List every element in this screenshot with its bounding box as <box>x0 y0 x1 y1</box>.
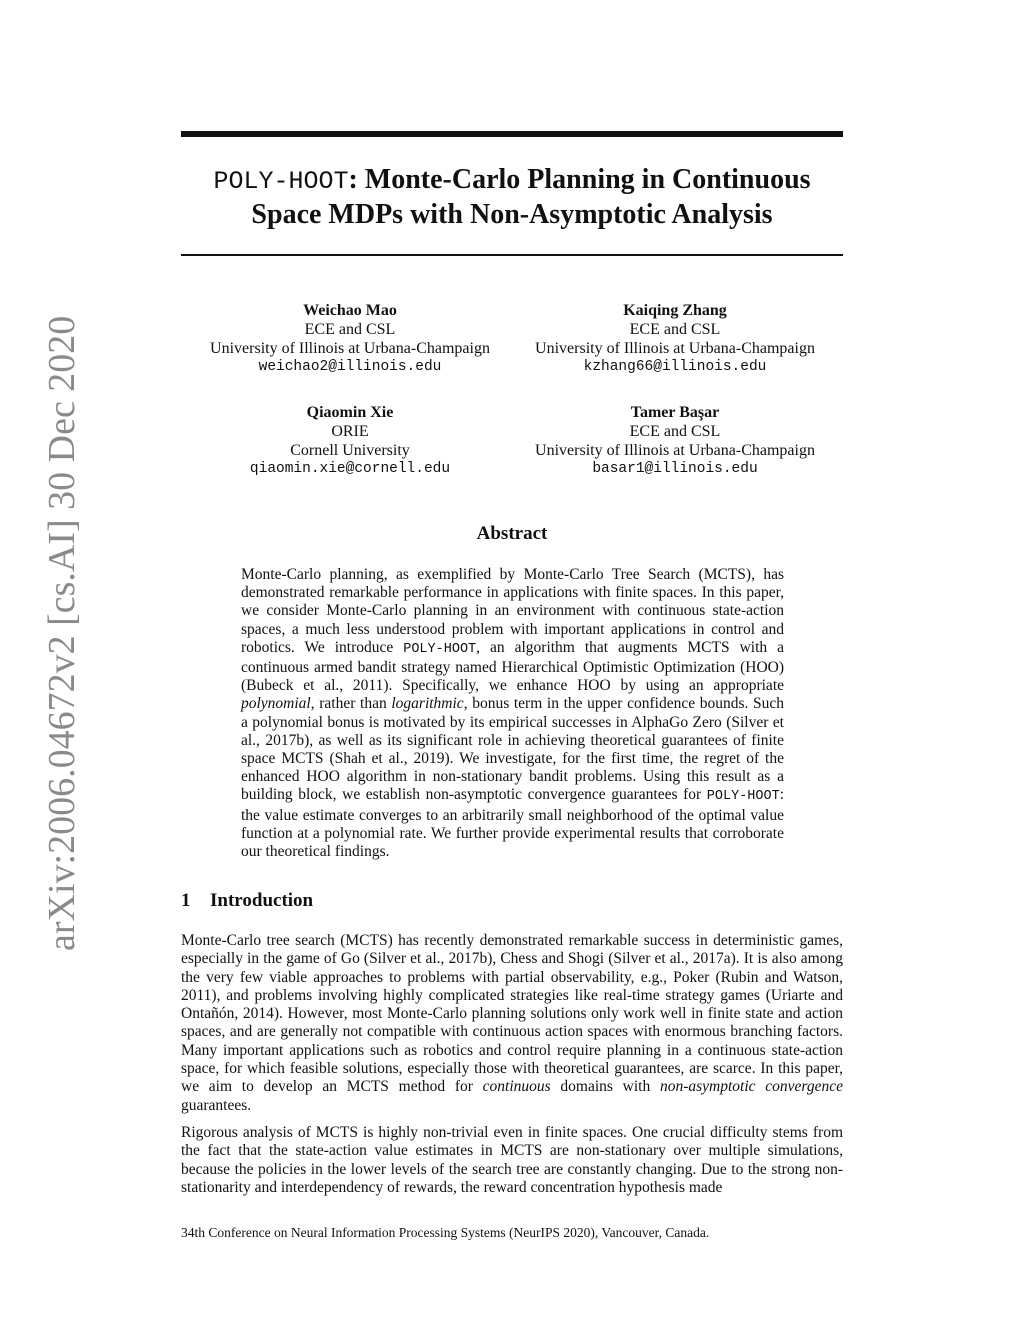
author-name: Qiaomin Xie <box>306 404 394 421</box>
emphasis: polynomial <box>241 695 311 713</box>
abstract-heading: Abstract <box>476 523 548 544</box>
title-bottom-rule <box>181 254 843 256</box>
emphasis: logarithmic <box>391 695 464 713</box>
method-name: POLY-HOOT <box>403 641 477 657</box>
intro-paragraph-1 <box>181 932 843 1115</box>
section-heading-introduction <box>181 890 313 912</box>
abstract-text-segment: , bonus term in the upper confidence bounds. Such a polynomial bonus is motivated by its empirical successes in AlphaGo Zero (Silver et al., 2017b), as well as its significant role in achieving theoretical guarantees of finite space MCTS (Shah et al., 2019). We investigate, for the first time, the regret of the enhanced HOO algorithm in non-stationary bandit problems. Using this result as a building block, we establish non-asymptotic convergence guarantees for <box>241 695 784 804</box>
author-dept: ECE and CSL <box>629 423 721 440</box>
author-email[interactable]: basar1@illinois.edu <box>592 461 758 477</box>
author-dept: ECE and CSL <box>304 321 396 338</box>
author-email[interactable]: qiaomin.xie@cornell.edu <box>249 461 451 477</box>
section-number: 1 <box>181 890 191 911</box>
author-block <box>185 403 515 479</box>
author-affiliation: University of Illinois at Urbana-Champaign <box>535 340 815 357</box>
arxiv-identifier: arXiv:2006.04672v2 [cs.AI] 30 Dec 2020 <box>41 315 83 951</box>
paragraph-text: Monte-Carlo tree search (MCTS) has recently demonstrated remarkable success in deterministic games, especially in the game of Go (Silver et al., 2017b), Chess and Shogi (Silver et al., 2017a). It is also among the very few viable approaches to problems with partial observability, e.g., Poker (Rubin and Watson, 2011), and problems involving highly complicated strategies like real-time strategy games (Uriarte and Ontañón, 2014). However, most Monte-Carlo planning solutions only work well in finite state and action spaces, and are generally not compatible with continuous action spaces with enormous branching factors. Many important applications such as robotics and control require planning in a continuous state-action space, for which feasible solutions, especially those with theoretical guarantees, are scarce. In this paper, we aim to develop an MCTS method for <box>181 932 843 1096</box>
author-block <box>510 301 840 377</box>
author-dept: ECE and CSL <box>629 321 721 338</box>
author-name: Kaiqing Zhang <box>623 302 727 319</box>
conference-footnote: 34th Conference on Neural Information Processing Systems (NeurIPS 2020), Vancouver, Canada. <box>181 1225 710 1240</box>
abstract-body <box>241 566 784 861</box>
title-method-name: POLY-HOOT <box>213 167 349 196</box>
author-affiliation: University of Illinois at Urbana-Champaign <box>535 442 815 459</box>
abstract-text-segment: : the value estimate converges to an arbitrarily small neighborhood of the optimal value function at a polynomial rate. We further provide experimental results that corroborate our theoretical findings. <box>241 786 784 861</box>
emphasis: non-asymptotic convergence <box>659 1078 843 1096</box>
method-name: POLY-HOOT <box>706 789 780 805</box>
emphasis: continuous <box>482 1078 551 1096</box>
paragraph-text: guarantees. <box>181 1096 252 1114</box>
author-email[interactable]: weichao2@illinois.edu <box>258 359 442 375</box>
author-affiliation: University of Illinois at Urbana-Champaign <box>210 340 490 357</box>
title-line2: Space MDPs with Non-Asymptotic Analysis <box>251 199 773 230</box>
paper-title <box>181 163 843 231</box>
author-name: Weichao Mao <box>303 302 397 319</box>
intro-paragraph-2: Rigorous analysis of MCTS is highly non-trivial even in finite spaces. One crucial difficulty stems from the fact that the state-action value estimates in MCTS are non-stationary over multiple simulations, because the policies in the lower levels of the search tree are constantly changing. Due to the strong non-stationarity and interdependency of rewards, the reward concentration hypothesis made <box>181 1124 843 1196</box>
title-line1: : Monte-Carlo Planning in Continuous <box>348 164 811 195</box>
author-block <box>510 403 840 479</box>
author-block <box>185 301 515 377</box>
title-top-rule <box>181 131 843 137</box>
author-email[interactable]: kzhang66@illinois.edu <box>583 359 767 375</box>
abstract-text-segment: Monte-Carlo planning, as exemplified by Monte-Carlo Tree Search (MCTS), has demonstrated remarkable performance in applications with finite spaces. In this paper, we consider Monte-Carlo planning in an environment with continuous state-action spaces, a much less understood problem with important applications in control and robotics. We introduce <box>241 566 784 656</box>
author-dept: ORIE <box>331 423 369 440</box>
author-name: Tamer Başar <box>630 404 720 421</box>
section-title: Introduction <box>210 890 314 911</box>
abstract-text-segment: , an algorithm that augments MCTS with a continuous armed bandit strategy named Hierarchical Optimistic Optimization (HOO) (Bubeck et al., 2011). Specifically, we enhance HOO by using an appropriate <box>241 638 784 695</box>
author-affiliation: Cornell University <box>290 442 410 459</box>
paragraph-text: domains with <box>550 1078 660 1096</box>
abstract-text-segment: , rather than <box>310 695 392 713</box>
